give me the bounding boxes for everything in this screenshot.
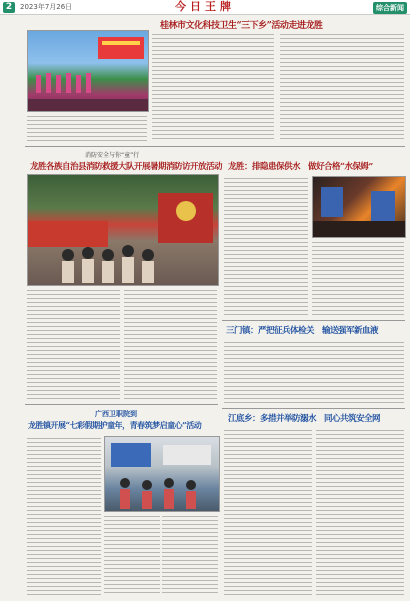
- article-1-body-left: [152, 32, 274, 142]
- divider-1: [25, 146, 405, 147]
- section-label: 综合新闻: [373, 2, 407, 14]
- issue-date: 2023年7月26日: [20, 3, 73, 11]
- article-1-headline: 桂林市文化科技卫生“三下乡”活动走进龙胜: [160, 21, 323, 31]
- page-header: [0, 0, 410, 15]
- divider-2: [222, 320, 405, 321]
- article-6-body-left: [224, 428, 312, 596]
- article-2-headline: 龙胜各族自治县消防救援大队开展暑期消防访开放活动: [30, 162, 223, 172]
- article-3-headline: 龙胜：排隐患保供水 做好合格“水保姆”: [228, 162, 373, 172]
- article-5-headline: 龙胜镇开展“七彩假期护童年，青春筑梦启童心”活动: [28, 420, 202, 430]
- article-3-body-left: [224, 176, 308, 316]
- article-6-headline: 江底乡：多措并举防溺水 同心共筑安全网: [228, 414, 381, 424]
- page-number: 2: [3, 2, 15, 13]
- article-photo-classroom: [104, 436, 220, 512]
- article-5-body-center: [104, 514, 160, 596]
- article-2-kicker: 消防安全与你“童”行: [85, 152, 140, 159]
- article-4-headline: 三门镇：严把征兵体检关 输送强军新血液: [226, 326, 379, 336]
- article-1-body-right: [280, 32, 404, 142]
- article-photo-water-work: [312, 176, 406, 238]
- article-4-body: [224, 340, 404, 406]
- article-1-body-under-photo: [27, 114, 147, 142]
- article-5-kicker: 广西卫职院到: [95, 410, 137, 418]
- article-5-body-left: [27, 436, 101, 596]
- article-5-body-right: [162, 514, 218, 596]
- article-6-body-right: [316, 428, 404, 596]
- article-3-body-right: [312, 240, 404, 316]
- divider-4: [222, 408, 405, 409]
- performance-illustration: [28, 31, 148, 111]
- article-2-body-left: [27, 288, 120, 400]
- fire-station-illustration: [28, 175, 218, 285]
- article-2-body-right: [124, 288, 217, 400]
- water-work-illustration: [313, 177, 405, 237]
- article-photo-fire-station: [27, 174, 219, 286]
- divider-3: [25, 404, 218, 405]
- masthead: 今日王牌: [175, 0, 235, 13]
- classroom-illustration: [105, 437, 219, 511]
- article-photo-performance: [27, 30, 149, 112]
